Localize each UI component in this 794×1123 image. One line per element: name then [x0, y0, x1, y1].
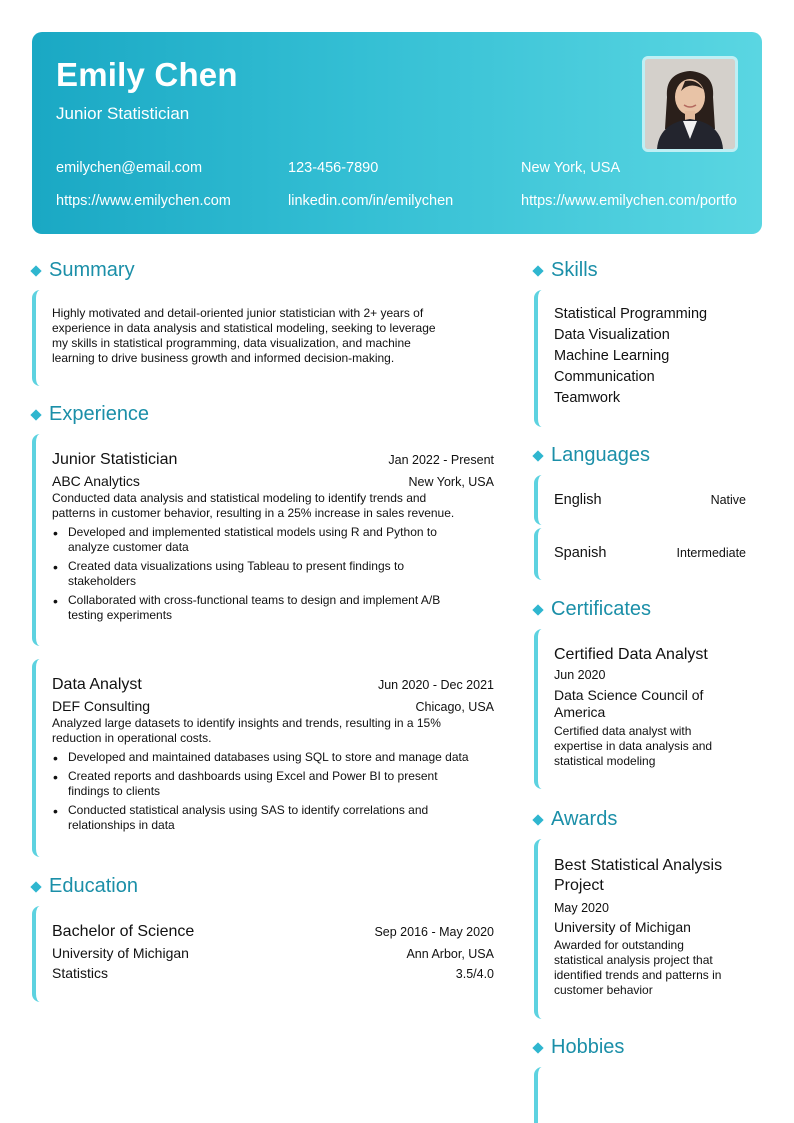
education-heading: Education	[32, 875, 138, 898]
certificate-description: Certified data analyst with	[554, 724, 692, 738]
diamond-icon	[532, 265, 543, 276]
skill-item: Data Visualization	[554, 327, 670, 343]
job-location: New York, USA	[408, 475, 494, 489]
list-item: • Conducted statistical analysis using SAS to identify correlations and relationships in data	[52, 803, 494, 833]
diamond-icon	[30, 265, 41, 276]
experience-heading: Experience	[32, 403, 149, 426]
award-name: Project	[554, 877, 604, 894]
field-of-study: Statistics	[52, 965, 109, 981]
certificate-name: Certified Data Analyst	[554, 646, 708, 663]
job-title: Junior Statistician	[52, 451, 178, 468]
company-name: ABC Analytics	[52, 473, 140, 489]
linkedin-link[interactable]: linkedin.com/in/emilychen	[288, 193, 454, 209]
certificate-card	[534, 629, 762, 789]
summary-line: experience in data analysis and statistical modeling, seeking to leverage	[52, 321, 436, 335]
summary-heading: Summary	[32, 259, 135, 282]
award-card	[534, 839, 762, 1019]
job-bullets	[52, 525, 494, 623]
experience-card	[32, 659, 494, 857]
skill-item: Communication	[554, 369, 655, 385]
list-item: • Developed and implemented statistical models using R and Python to analyze customer data	[52, 525, 494, 555]
award-name: Best Statistical Analysis	[554, 857, 723, 874]
phone-number[interactable]: 123-456-7890	[288, 160, 379, 176]
education-date: Sep 2016 - May 2020	[374, 925, 494, 939]
skill-item: Teamwork	[554, 390, 621, 406]
awards-heading: Awards	[534, 808, 617, 831]
language-level: Intermediate	[676, 546, 746, 560]
list-item: • Collaborated with cross-functional teams to design and implement A/B testing experiments	[52, 593, 494, 623]
list-item: • Developed and maintained databases using SQL to store and manage data	[52, 750, 494, 765]
award-date: May 2020	[554, 901, 609, 915]
diamond-icon	[30, 409, 41, 420]
skills-card	[534, 290, 762, 427]
degree: Bachelor of Science	[52, 923, 195, 940]
company-name: DEF Consulting	[52, 698, 151, 714]
diamond-icon	[30, 881, 41, 892]
profile-photo	[642, 56, 738, 152]
school-name: University of Michigan	[52, 945, 189, 961]
email-link[interactable]: emilychen@email.com	[56, 160, 203, 176]
award-description: identified trends and patterns in	[554, 968, 722, 982]
certificate-date: Jun 2020	[554, 668, 606, 682]
job-date: Jan 2022 - Present	[388, 453, 494, 467]
experience-card	[32, 434, 494, 646]
certificates-heading: Certificates	[534, 598, 651, 621]
diamond-icon	[532, 814, 543, 825]
diamond-icon	[532, 450, 543, 461]
job-description: Conducted data analysis and statistical modeling to identify trends and	[52, 491, 427, 505]
skills-heading: Skills	[534, 259, 598, 282]
list-item: • Created data visualizations using Tableau to present findings to stakeholders	[52, 559, 494, 589]
location-text: New York, USA	[521, 160, 621, 176]
school-location: Ann Arbor, USA	[406, 947, 494, 961]
languages-heading: Languages	[534, 444, 650, 467]
resume-header	[32, 32, 762, 234]
skill-item: Statistical Programming	[554, 306, 708, 322]
award-description: statistical analysis project that	[554, 953, 713, 967]
award-description: Awarded for outstanding	[554, 938, 684, 952]
skill-item: Machine Learning	[554, 348, 670, 364]
language-name: Spanish	[554, 545, 607, 561]
gpa: 3.5/4.0	[455, 967, 494, 981]
diamond-icon	[532, 604, 543, 615]
summary-line: learning to drive business growth and informed decision-making.	[52, 351, 395, 365]
summary-card	[32, 290, 494, 386]
job-description: patterns in customer behavior, resulting in a 25% increase in sales revenue.	[52, 506, 455, 520]
job-title: Data Analyst	[52, 676, 142, 693]
list-item: • Created reports and dashboards using Excel and Power BI to present findings to clients	[52, 769, 494, 799]
website-link[interactable]: https://www.emilychen.com	[56, 193, 231, 209]
job-description: reduction in operational costs.	[52, 731, 212, 745]
job-description: Analyzed large datasets to identify insights and trends, resulting in a 15%	[52, 716, 441, 730]
certificate-issuer: Data Science Council of	[554, 687, 704, 703]
candidate-name: Emily Chen	[56, 56, 238, 93]
education-card	[32, 906, 494, 1002]
language-level: Native	[710, 493, 746, 507]
language-card	[534, 528, 746, 580]
award-description: customer behavior	[554, 983, 653, 997]
award-issuer: University of Michigan	[554, 919, 691, 935]
hobbies-card	[534, 1067, 762, 1123]
certificate-description: statistical modeling	[554, 754, 656, 768]
summary-line: my skills in statistical programming, data visualization, and machine	[52, 336, 411, 350]
language-name: English	[554, 492, 602, 508]
job-date: Jun 2020 - Dec 2021	[377, 678, 494, 692]
hobbies-heading: Hobbies	[534, 1036, 624, 1059]
job-location: Chicago, USA	[415, 700, 494, 714]
job-bullets	[52, 750, 494, 833]
summary-line: Highly motivated and detail-oriented junior statistician with 2+ years of	[52, 306, 424, 320]
language-card	[534, 475, 746, 525]
certificate-issuer: America	[554, 704, 606, 720]
diamond-icon	[532, 1042, 543, 1053]
portfolio-link[interactable]: https://www.emilychen.com/portfo	[521, 193, 737, 209]
certificate-description: expertise in data analysis and	[554, 739, 713, 753]
candidate-title: Junior Statistician	[56, 104, 190, 123]
